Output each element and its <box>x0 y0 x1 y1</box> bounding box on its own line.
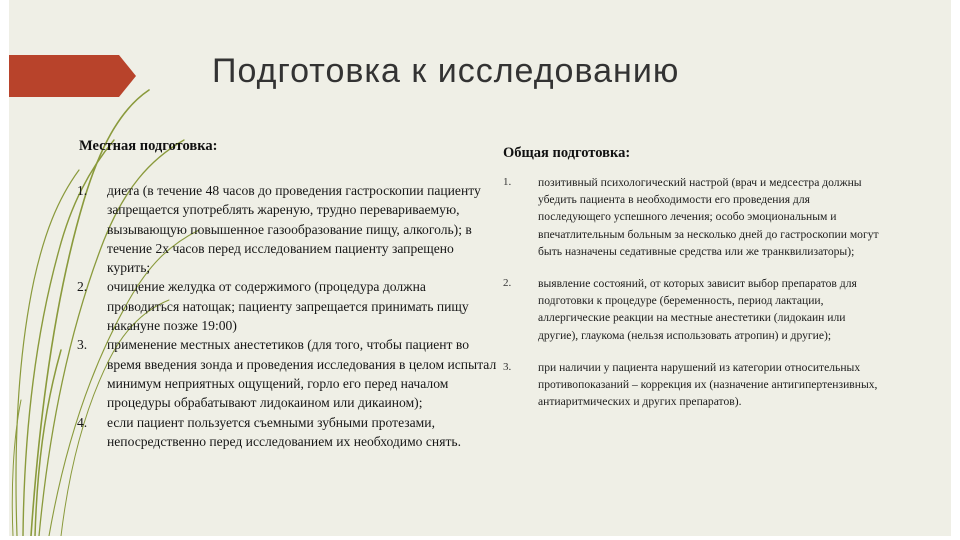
list-number: 4. <box>77 414 88 430</box>
list-text: диета (в течение 48 часов до проведения гастроскопии пациенту запрещается употреблять жареную, трудно перевариваемую, вызывающую повышенное газообразование пищу, алкоголь); в течение 2х часов перед исследованием пациенту запрещено курить; <box>107 183 481 276</box>
slide <box>9 0 951 536</box>
list-item <box>77 181 497 277</box>
list-item <box>503 275 883 344</box>
title-arrow-decoration <box>9 55 136 97</box>
list-item <box>503 174 883 260</box>
slide-title: Подготовка к исследованию <box>212 52 680 90</box>
list-item <box>503 359 883 411</box>
list-text: если пациент пользуется съемными зубными протезами, непосредственно перед исследованием их необходимо снять. <box>107 414 461 449</box>
list-number: 3. <box>503 360 512 373</box>
list-text: выявление состояний, от которых зависит выбор препаратов для подготовки к процедуре (беременность, период лактации, аллергические реакции на местные анестетики (лидокаин или другие), глаукома (нельзя использовать атропин) и другие); <box>538 277 857 342</box>
list-number: 1. <box>503 176 512 188</box>
list-item <box>77 413 497 452</box>
general-prep-list <box>503 174 883 425</box>
general-prep-heading: Общая подготовка: <box>503 145 631 161</box>
list-item <box>77 335 497 412</box>
list-text: позитивный психологический настрой (врач и медсестра должны убедить пациента в необходимости его проведения для последующего успешного лечения; особо эмоциональным и впечатлительным больным за несколько дней до гастроскопии могут быть назначены седативные средства или же транквилизаторы); <box>538 176 879 258</box>
list-item <box>77 277 497 335</box>
list-number: 2. <box>77 279 88 295</box>
list-text: применение местных анестетиков (для того, чтобы пациент во время введения зонда и проведения исследования в целом испытал минимум неприятных ощущений, горло его перед началом процедуры обрабатывают лидокаином или дикаином); <box>107 337 497 411</box>
local-prep-heading: Местная подготовка: <box>79 138 218 154</box>
local-prep-list <box>77 181 497 451</box>
list-text: очищение желудка от содержимого (процедура должна проводиться натощак; пациенту запрещается принимать пищу накануне позже 19:00) <box>107 279 469 334</box>
list-number: 2. <box>503 277 512 290</box>
list-number: 3. <box>77 337 88 353</box>
list-number: 1. <box>77 183 88 198</box>
list-text: при наличии у пациента нарушений из категории относительных противопоказаний – коррекция их (назначение антигипертензивных, антиаритмических и других препаратов). <box>538 360 878 409</box>
